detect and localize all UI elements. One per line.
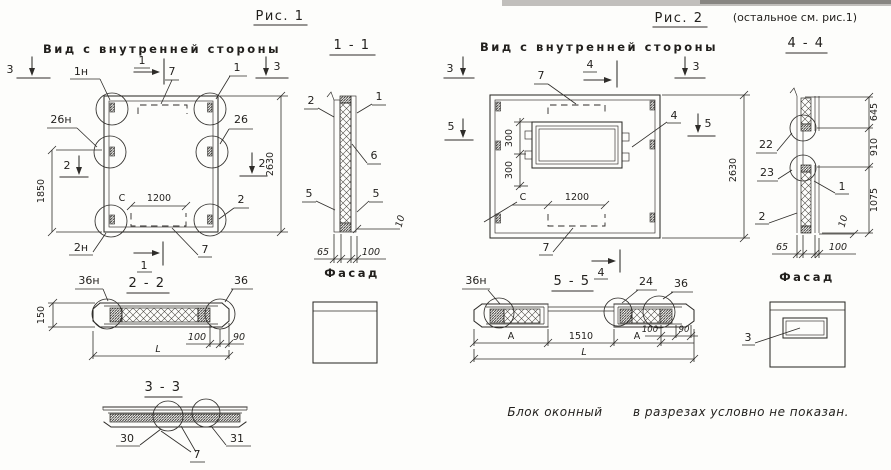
panel-view (94, 93, 228, 237)
figure1-dimensions (36, 92, 288, 236)
section-2-2 (36, 274, 253, 360)
cut-mark-label: 4 (597, 266, 605, 279)
dashed-zone-bottom (548, 214, 605, 226)
callout-1n: 1н (73, 65, 89, 78)
callout-36: 36 (234, 274, 248, 287)
callout-3: 3 (744, 331, 752, 344)
cut-mark-label: 4 (586, 58, 594, 71)
dim-a-left: А (507, 331, 515, 342)
section-5-5-title: 5 - 5 (553, 274, 591, 289)
horizontal-section-with-opening (474, 296, 694, 328)
callout-1: 1 (838, 180, 846, 193)
callout-22: 22 (759, 138, 773, 151)
dim-a-right: А (633, 331, 641, 342)
facade-label: Фасад (779, 270, 835, 284)
figure2-dimensions (484, 91, 750, 242)
section-4-4-dimensions (772, 93, 880, 258)
figure2-title-note: (остальное см. рис.1) (732, 11, 858, 24)
cut-mark-label: 3 (446, 62, 454, 75)
dashed-zone-top (138, 105, 187, 114)
cut-mark-label: 5 (447, 120, 455, 133)
dim-90: 90 (678, 325, 690, 335)
cut-mark-label: 2 (258, 157, 266, 170)
dim-100: 100 (828, 242, 848, 253)
callout-2: 2 (307, 94, 315, 107)
callout-24: 24 (639, 275, 653, 288)
dim-1200: 1200 (146, 193, 172, 204)
callout-2: 2 (237, 193, 245, 206)
callout-5-right: 5 (372, 187, 380, 200)
wall-section-with-window (790, 88, 819, 233)
section-3-3-title: 3 - 3 (144, 380, 182, 395)
figure2 (444, 11, 857, 279)
section-1-1-dimensions (314, 214, 407, 263)
callout-2: 2 (758, 210, 766, 223)
cut-mark-4-top (583, 58, 617, 87)
drawing-note (507, 405, 849, 419)
dim-300-lower: 300 (504, 160, 515, 180)
cut-mark-label: 1 (140, 259, 148, 272)
cut-mark-2-left (60, 156, 88, 177)
note-part1: Блок оконный (507, 405, 603, 419)
facade-view-window (742, 302, 845, 367)
cut-mark-3-left (7, 57, 51, 78)
section-5-5 (462, 274, 698, 363)
cut-mark-label: 3 (273, 60, 281, 73)
dim-10: 10 (836, 214, 851, 229)
callout-6: 6 (370, 149, 378, 162)
callout-4-window: 4 (670, 109, 678, 122)
dim-2630: 2630 (728, 157, 739, 183)
dim-100: 100 (641, 325, 659, 335)
callout-7-top: 7 (537, 69, 545, 82)
callout-36n: 36н (78, 274, 100, 287)
callout-1: 1 (375, 90, 383, 103)
cut-mark-1-top (134, 54, 164, 84)
section-4-4 (742, 36, 880, 367)
dim-c-mark: С (519, 192, 527, 203)
scan-artifact (502, 0, 891, 6)
horizontal-section (103, 399, 247, 431)
callout-36n: 36н (465, 274, 487, 287)
callout-7: 7 (193, 448, 201, 461)
horizontal-section (92, 299, 235, 329)
dim-645: 645 (869, 102, 880, 122)
figure2-callouts (534, 69, 681, 255)
section-1-1-title: 1 - 1 (333, 38, 371, 53)
dashed-zone-bottom (131, 213, 186, 226)
callout-2n: 2н (73, 241, 89, 254)
callout-36: 36 (674, 277, 688, 290)
dim-90: 90 (232, 332, 246, 343)
dim-1850: 1850 (36, 178, 47, 204)
cut-mark-5-right (688, 114, 715, 136)
dim-65: 65 (775, 242, 789, 253)
cut-mark-3-right (675, 57, 705, 78)
callout-30: 30 (120, 432, 134, 445)
callout-5-left: 5 (305, 187, 313, 200)
callout-7-bottom: 7 (201, 243, 209, 256)
cut-mark-4-bottom (592, 250, 620, 279)
section-4-4-title: 4 - 4 (787, 36, 825, 51)
wall-section (327, 92, 356, 232)
cut-mark-3-left (444, 57, 474, 78)
dim-100: 100 (187, 332, 207, 343)
cut-mark-1-bottom (134, 242, 163, 272)
dim-1200: 1200 (564, 192, 590, 203)
dim-1075: 1075 (869, 187, 880, 213)
dim-65: 65 (316, 247, 330, 258)
cut-mark-2-right (240, 153, 267, 176)
section-3-3 (103, 380, 251, 462)
dim-100: 100 (361, 247, 381, 258)
section-5-5-dimensions (470, 325, 698, 363)
cut-mark-label: 1 (138, 54, 146, 67)
section-1-1 (302, 38, 407, 363)
cut-mark-label: 5 (704, 117, 712, 130)
cut-mark-label: 3 (692, 60, 700, 73)
cut-mark-3-right (256, 57, 288, 78)
figure2-view-label: Вид с внутренней стороны (480, 40, 718, 54)
facade-view-blank (313, 302, 377, 363)
callout-7-top: 7 (168, 65, 176, 78)
cut-mark-5-left (445, 119, 473, 140)
dim-length: L (581, 347, 587, 358)
section-2-2-title: 2 - 2 (128, 276, 166, 291)
dim-910: 910 (869, 137, 880, 157)
dim-300-upper: 300 (504, 128, 515, 148)
callout-31: 31 (230, 432, 244, 445)
dim-c-mark: С (118, 193, 126, 204)
cut-mark-label: 2 (63, 159, 71, 172)
callout-7-bottom: 7 (542, 241, 550, 254)
dim-150: 150 (36, 305, 47, 325)
callout-26: 26 (234, 113, 248, 126)
figure1-callouts (47, 61, 253, 257)
cut-mark-label: 3 (6, 63, 14, 76)
panel-view-with-window (490, 95, 660, 238)
dim-2630: 2630 (265, 151, 276, 177)
facade-label: Фасад (324, 266, 380, 280)
figure1-title: Рис. 1 (255, 9, 305, 24)
figure1-view-label: Вид с внутренней стороны (43, 42, 281, 56)
dim-1510: 1510 (568, 331, 594, 342)
figure1 (7, 9, 308, 272)
note-part2: в разрезах условно не показан. (633, 405, 849, 419)
dashed-zone-top (548, 105, 605, 114)
dim-length: L (155, 344, 161, 355)
dim-10: 10 (393, 214, 408, 229)
callout-26n: 26н (50, 113, 72, 126)
callout-1: 1 (233, 61, 241, 74)
figure2-title: Рис. 2 (654, 11, 704, 26)
callout-23: 23 (760, 166, 774, 179)
